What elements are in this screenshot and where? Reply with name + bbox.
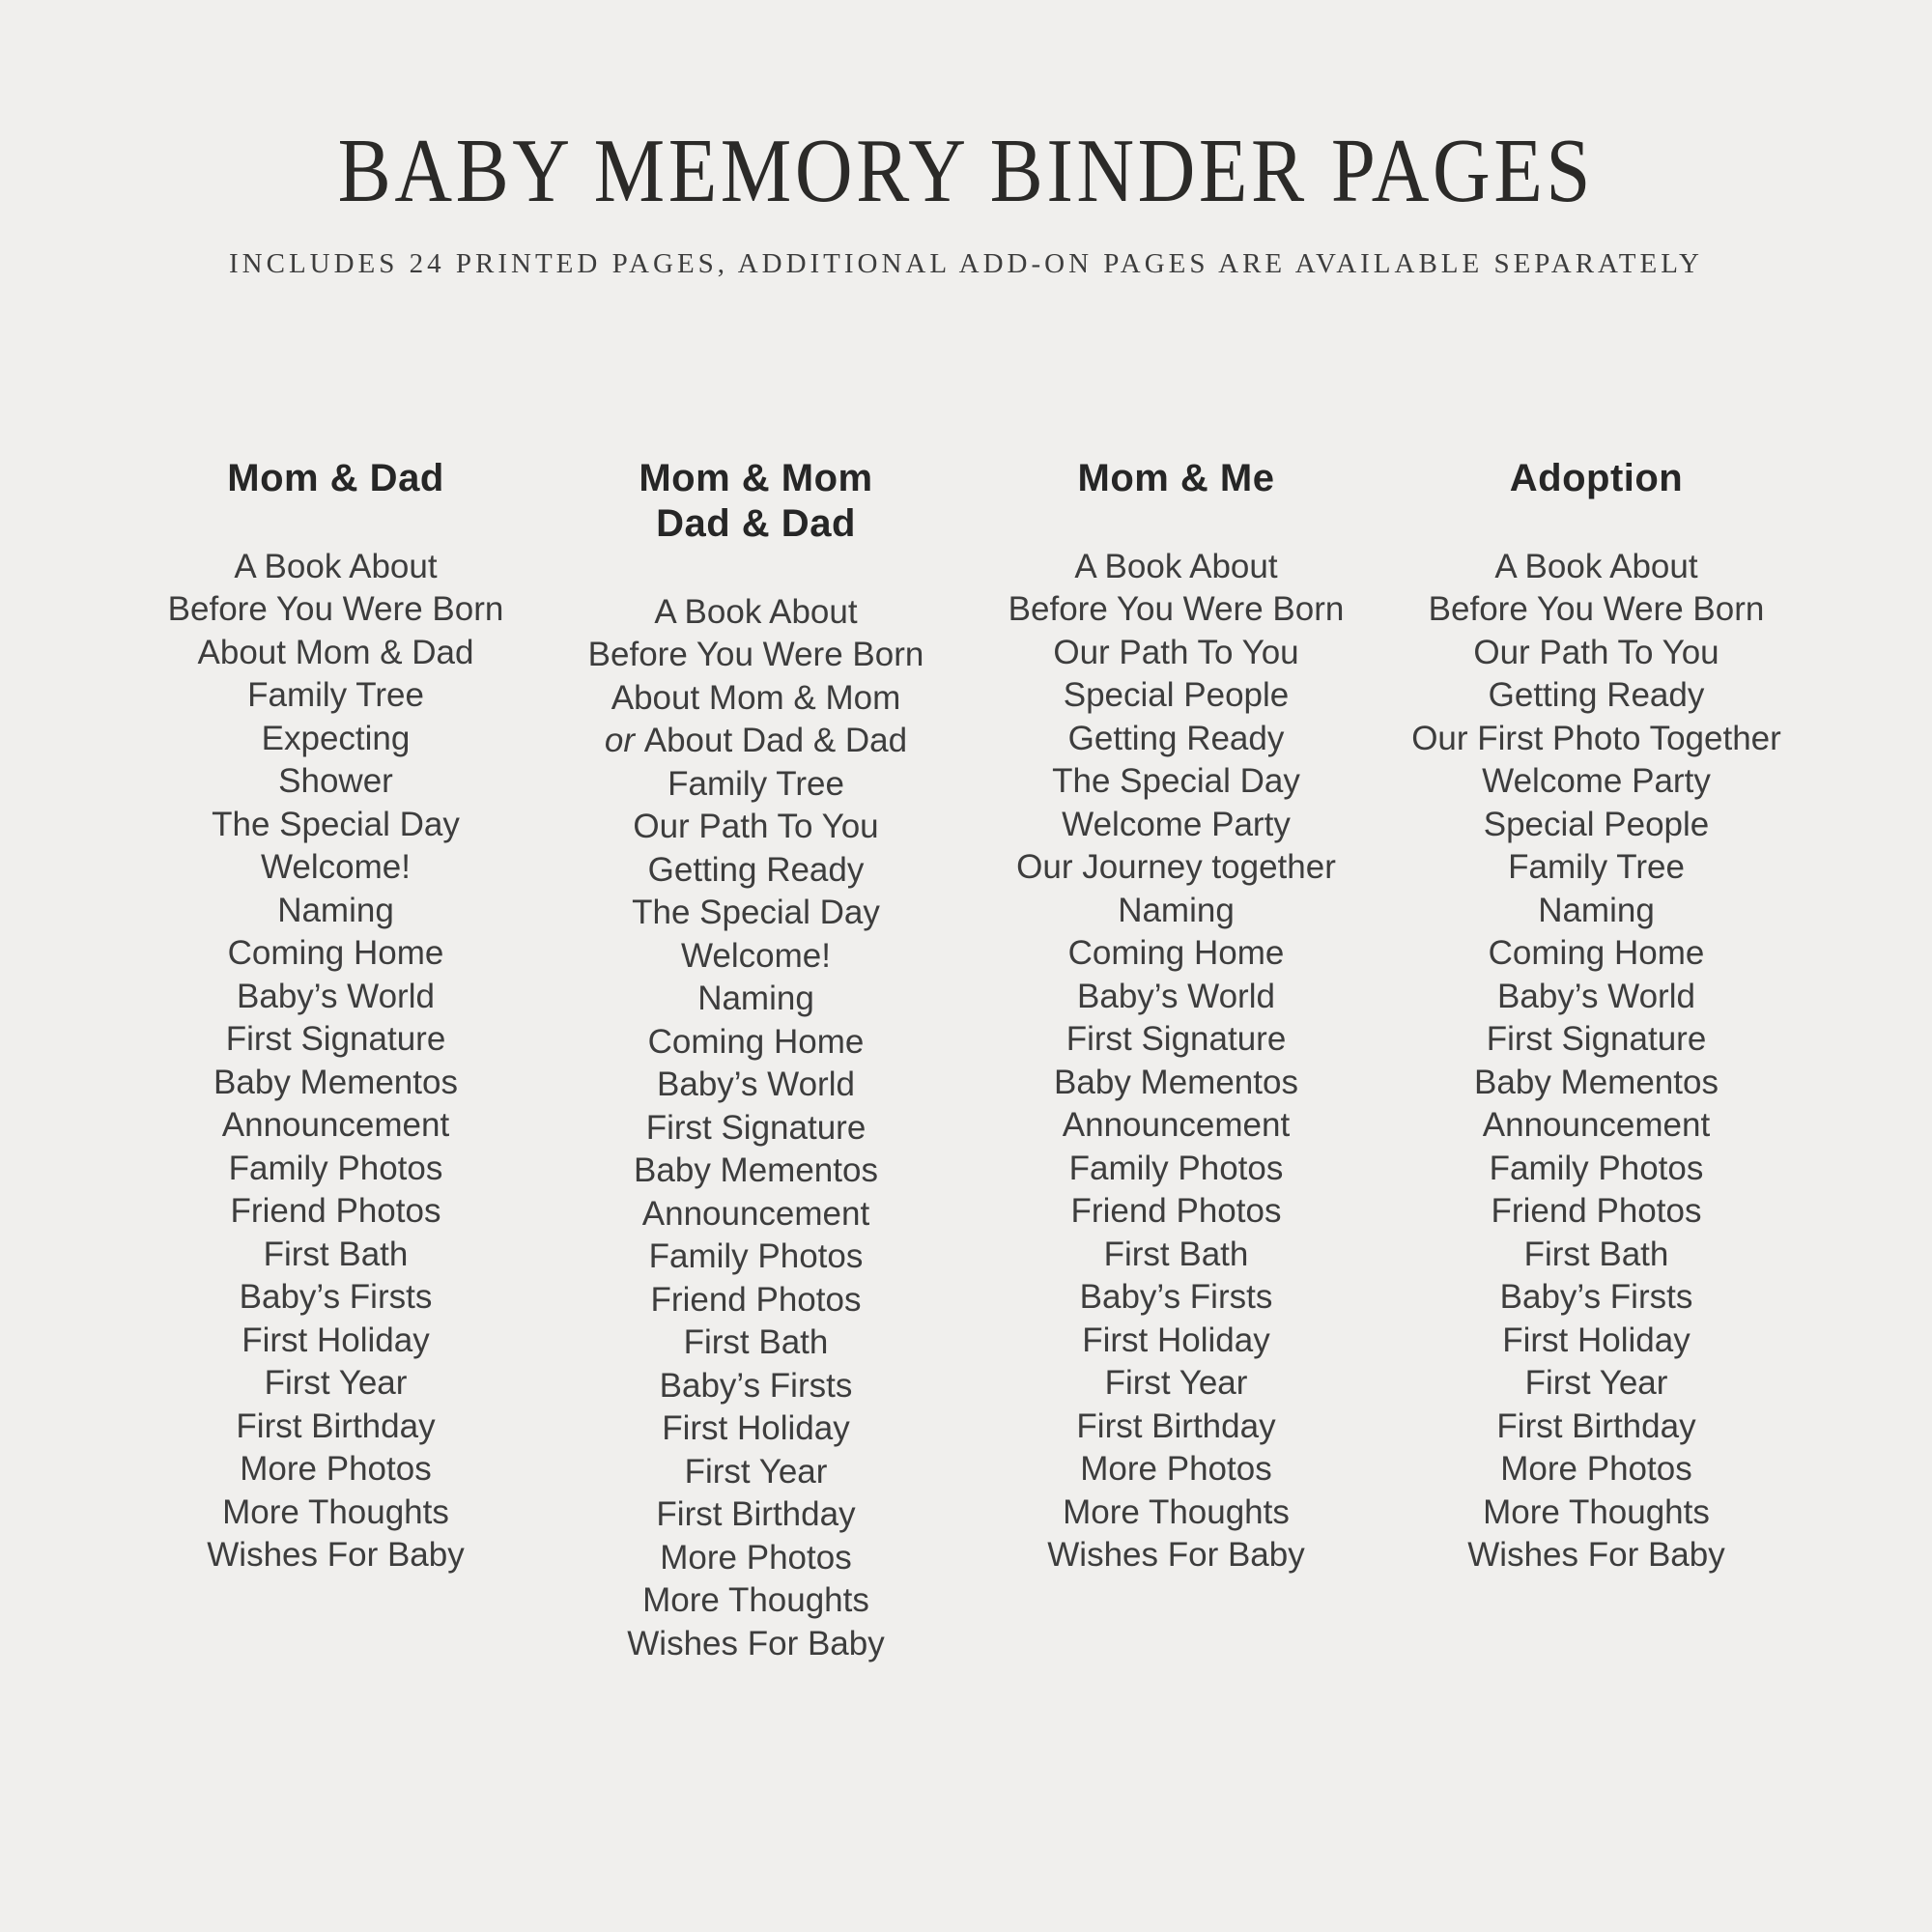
list-item: Family Tree (668, 764, 844, 803)
list-item: Coming Home (1488, 934, 1705, 973)
list-item: Baby Mementos (1054, 1063, 1298, 1101)
column-header (546, 456, 966, 547)
list-item: A Book About (1074, 547, 1278, 585)
list-item: Before You Were Born (1428, 590, 1765, 629)
list-item: Family Photos (1068, 1149, 1284, 1187)
list-item: Baby Mementos (1474, 1063, 1719, 1101)
list-item: First Birthday (236, 1406, 436, 1445)
list-item: Expecting (261, 719, 411, 757)
list-item: More Thoughts (1483, 1492, 1710, 1531)
list-item: Announcement (1062, 1106, 1291, 1145)
list-item: About Mom & Dad (197, 633, 474, 671)
column-item-list (546, 591, 966, 1666)
list-item: Coming Home (227, 934, 444, 973)
list-item: First Year (264, 1364, 408, 1403)
list-item: The Special Day (1052, 762, 1300, 801)
list-item: Our First Photo Together (1411, 719, 1781, 757)
list-item: Before You Were Born (1008, 590, 1345, 629)
list-item: Friend Photos (650, 1280, 862, 1319)
list-item: Welcome! (261, 848, 411, 887)
list-item: Getting Ready (647, 850, 865, 889)
page-subtitle: INCLUDES 24 PRINTED PAGES, ADDITIONAL ADD-ON PAGES ARE AVAILABLE SEPARATELY (229, 247, 1703, 279)
list-item: Our Path To You (1473, 633, 1719, 671)
list-item: Announcement (641, 1194, 870, 1233)
list-item: Wishes For Baby (1467, 1536, 1725, 1575)
column-header-line: Mom & Me (1077, 456, 1275, 499)
list-item: First Year (1524, 1364, 1668, 1403)
list-item: Wishes For Baby (627, 1624, 885, 1662)
list-item: Welcome Party (1482, 762, 1711, 801)
column-header (126, 456, 546, 501)
title-wrap (0, 0, 1932, 219)
list-item: More Thoughts (222, 1492, 449, 1531)
list-item: First Birthday (1496, 1406, 1696, 1445)
list-item-segment-italic: or (604, 722, 644, 760)
list-item: A Book About (1494, 547, 1698, 585)
list-item: Special People (1063, 676, 1290, 715)
list-item: Naming (697, 980, 814, 1018)
list-item: Getting Ready (1488, 676, 1705, 715)
list-item: Family Tree (247, 676, 424, 715)
list-item (546, 720, 966, 763)
list-item-segment: About Dad & Dad (643, 722, 908, 760)
list-item: Coming Home (647, 1022, 865, 1061)
column-mom-me (966, 456, 1386, 1577)
list-item: Family Photos (648, 1237, 864, 1276)
list-item: More Photos (240, 1450, 432, 1489)
column-header-line: Mom & Mom (639, 456, 873, 499)
list-item: Baby’s Firsts (239, 1278, 433, 1317)
list-item: More Thoughts (642, 1581, 869, 1620)
list-item: Baby Mementos (634, 1151, 878, 1190)
list-item: Welcome! (681, 936, 831, 975)
page-columns (126, 456, 1806, 1666)
list-item: Before You Were Born (167, 590, 504, 629)
list-item: First Signature (225, 1020, 446, 1059)
list-item: Friend Photos (1070, 1192, 1282, 1231)
list-item: First Bath (1103, 1235, 1249, 1273)
column-adoption (1386, 456, 1806, 1577)
list-item: Family Photos (228, 1149, 443, 1187)
list-item: Our Journey together (1016, 848, 1336, 887)
list-item: Naming (1118, 891, 1235, 929)
list-item: First Bath (1523, 1235, 1669, 1273)
list-item: Baby’s Firsts (1079, 1278, 1273, 1317)
list-item: Friend Photos (1491, 1192, 1702, 1231)
list-item: First Holiday (242, 1321, 430, 1359)
column-item-list (126, 546, 546, 1577)
column-mom-dad (126, 456, 546, 1577)
list-item: The Special Day (632, 894, 880, 932)
list-item: First Year (1104, 1364, 1248, 1403)
list-item: First Signature (1486, 1020, 1707, 1059)
list-item: Friend Photos (230, 1192, 441, 1231)
column-mom-mom-dad-dad (546, 456, 966, 1666)
list-item: Our Path To You (633, 808, 879, 846)
list-item: The Special Day (212, 805, 460, 843)
list-item: Special People (1483, 805, 1710, 843)
list-item: Naming (277, 891, 394, 929)
list-item: Baby’s World (237, 977, 435, 1015)
list-item: First Year (684, 1452, 828, 1491)
list-item: Baby Mementos (213, 1063, 458, 1101)
column-header (966, 456, 1386, 501)
column-item-list (966, 546, 1386, 1577)
list-item: Announcement (1482, 1106, 1711, 1145)
list-item: First Bath (263, 1235, 409, 1273)
list-item: Welcome Party (1062, 805, 1291, 843)
list-item: First Signature (645, 1108, 867, 1147)
page-title: BABY MEMORY BINDER PAGES (337, 121, 1595, 221)
list-item: Family Photos (1489, 1149, 1704, 1187)
list-item: Baby’s World (1077, 977, 1275, 1015)
list-item: Getting Ready (1067, 719, 1285, 757)
list-item: Before You Were Born (587, 636, 924, 674)
list-item: About Mom & Mom (611, 678, 901, 717)
list-item: First Birthday (656, 1495, 856, 1534)
list-item: Wishes For Baby (207, 1536, 465, 1575)
column-item-list (1386, 546, 1806, 1577)
list-item: First Holiday (662, 1409, 850, 1448)
list-item: First Signature (1065, 1020, 1287, 1059)
list-item: A Book About (234, 547, 438, 585)
list-item: Baby’s World (657, 1065, 855, 1104)
list-item: Announcement (221, 1106, 450, 1145)
list-item: More Photos (660, 1538, 852, 1577)
list-item: First Holiday (1082, 1321, 1270, 1359)
column-header-line: Mom & Dad (227, 456, 444, 499)
list-item: More Thoughts (1063, 1492, 1290, 1531)
column-header (1386, 456, 1806, 501)
list-item: Shower (278, 762, 393, 801)
column-header-line: Adoption (1509, 456, 1684, 499)
list-item: Baby’s World (1497, 977, 1695, 1015)
list-item: Naming (1538, 891, 1655, 929)
list-item: Baby’s Firsts (1499, 1278, 1693, 1317)
list-item: Baby’s Firsts (659, 1366, 853, 1405)
list-item: More Photos (1080, 1450, 1272, 1489)
list-item: Our Path To You (1053, 633, 1299, 671)
list-item: More Photos (1500, 1450, 1692, 1489)
list-item: First Bath (683, 1323, 829, 1362)
list-item: Family Tree (1508, 848, 1685, 887)
list-item: A Book About (654, 592, 858, 631)
list-item: First Holiday (1502, 1321, 1690, 1359)
column-header-line: Dad & Dad (656, 501, 856, 545)
list-item: First Birthday (1076, 1406, 1276, 1445)
list-item: Coming Home (1067, 934, 1285, 973)
list-item: Wishes For Baby (1047, 1536, 1305, 1575)
